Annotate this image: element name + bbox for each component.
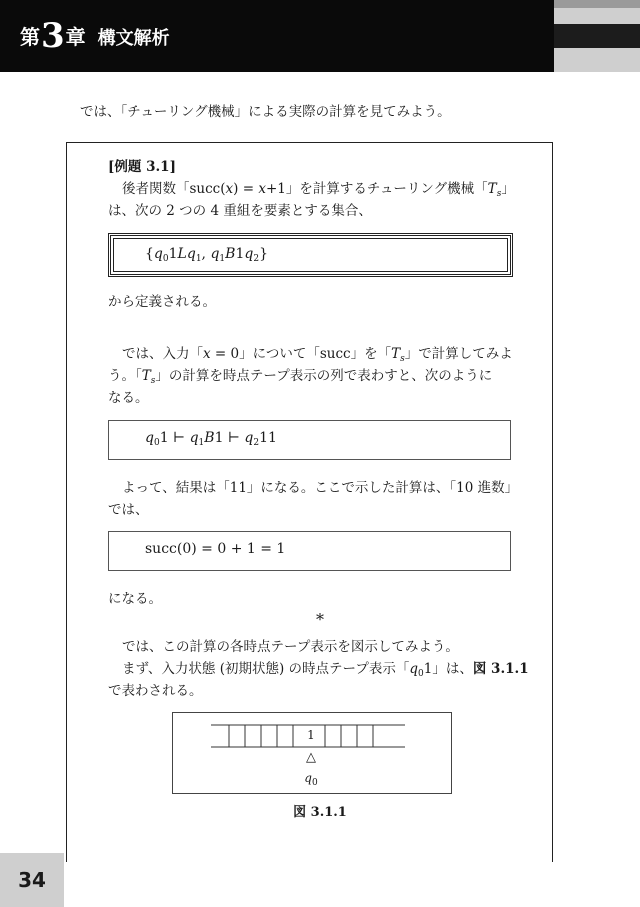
text-span: では、入力「: [122, 346, 203, 362]
math-sub: 0: [418, 669, 424, 679]
text-span: {: [145, 246, 154, 262]
tape-head-icon: △: [306, 750, 316, 765]
math-sub: 0: [311, 778, 318, 788]
text-span: 」で計算してみよ: [404, 346, 513, 362]
page-number: 34: [0, 853, 64, 907]
chapter-suffix: 章: [65, 25, 86, 49]
math-var: q: [189, 430, 199, 446]
math-var: B: [204, 430, 215, 446]
quadruple-set-box: [108, 233, 513, 277]
math-var: x: [258, 181, 266, 197]
figure-caption: 図 3.1.1: [293, 805, 347, 820]
para3-line-1: よって、結果は「11」になる。ここで示した計算は、「10 進数」: [122, 480, 519, 496]
header-stripe-dark: [554, 24, 640, 48]
para2-line-1: [122, 343, 513, 365]
math-sub: s: [496, 189, 502, 199]
example-line-1: [122, 178, 515, 200]
after-set-text: から定義される。: [108, 294, 216, 310]
math-var: T: [141, 368, 151, 384]
math-var: q: [304, 771, 312, 785]
math-sub: s: [400, 354, 405, 364]
text-span: ) =: [233, 181, 259, 197]
math-var: x: [203, 346, 211, 362]
chapter-header: [0, 0, 554, 72]
para2-line-3: なる。: [108, 390, 149, 406]
chapter-prefix: 第: [20, 25, 40, 49]
math-var: Lq: [177, 246, 196, 262]
tape-cell-symbol: 1: [307, 728, 315, 742]
math-var: q: [409, 661, 419, 677]
text-span: }: [259, 246, 268, 262]
header-decoration: [554, 0, 640, 72]
succ-result-box: [108, 531, 511, 571]
math-var: q: [145, 430, 154, 446]
para4-line-1: では、この計算の各時点テープ表示を図示してみよう。: [122, 639, 459, 655]
chapter-heading: [20, 16, 170, 59]
math-var: x: [225, 181, 234, 197]
figure-ref: 図 3.1.1: [472, 661, 529, 677]
text-span: 1: [168, 246, 178, 262]
text-span: +1」を計算するチューリング機械「: [265, 181, 488, 197]
text-span: = 0」について「succ」を「: [210, 346, 392, 362]
example-line-2: は、次の 2 つの 4 重組を要素とする集合、: [108, 203, 372, 219]
math-sub: 0: [153, 438, 160, 448]
text-span: まず、入力状態 (初期状態) の時点テープ表示「: [122, 661, 410, 677]
math-sub: 1: [195, 254, 202, 264]
math-sub: 0: [162, 254, 169, 264]
text-span: 11: [259, 430, 277, 446]
after-box2-text: になる。: [108, 591, 162, 607]
math-var: q: [210, 246, 220, 262]
section-asterisk: *: [316, 610, 324, 629]
machine-state: [297, 771, 325, 788]
text-span: ,: [201, 246, 211, 262]
math-sub: s: [150, 376, 156, 386]
header-stripe: [554, 0, 640, 8]
text-span: 1: [235, 246, 245, 262]
math-var: q: [244, 246, 254, 262]
para4-line-2: [122, 658, 529, 680]
math-var: B: [225, 246, 236, 262]
text-span: 」の計算を時点テープ表示の列で表わすと、次のように: [155, 368, 493, 384]
para2-line-2: [108, 365, 492, 387]
math-sub: 1: [198, 438, 205, 448]
tape-figure: [172, 712, 452, 794]
intro-paragraph: では、「チューリング機械」による実際の計算を見てみよう。: [80, 104, 451, 120]
text-span: 1 ⊢: [214, 430, 245, 446]
text-span: 1 ⊢: [159, 430, 190, 446]
chapter-title: 構文解析: [97, 28, 170, 49]
succ-result: succ(0) = 0 + 1 = 1: [145, 541, 286, 557]
math-sub: 2: [253, 254, 260, 264]
math-sub: 2: [253, 438, 260, 448]
math-var: T: [391, 346, 401, 362]
para4-line-3: で表わされる。: [108, 683, 203, 699]
math-var: q: [153, 246, 163, 262]
chapter-number: 3: [41, 16, 65, 56]
math-var: T: [487, 181, 497, 197]
text-span: 1」は、: [423, 661, 473, 677]
example-heading: [例題 3.1]: [108, 159, 176, 175]
quadruple-set: [145, 246, 268, 262]
para3-line-2: では、: [108, 502, 149, 518]
text-span: う。「: [108, 368, 142, 384]
computation-box: [108, 420, 511, 460]
computation-sequence: [145, 430, 277, 446]
text-span: 」: [501, 181, 515, 197]
text-span: 後者関数「succ(: [122, 181, 226, 197]
math-sub: 1: [219, 254, 226, 264]
math-var: q: [244, 430, 254, 446]
